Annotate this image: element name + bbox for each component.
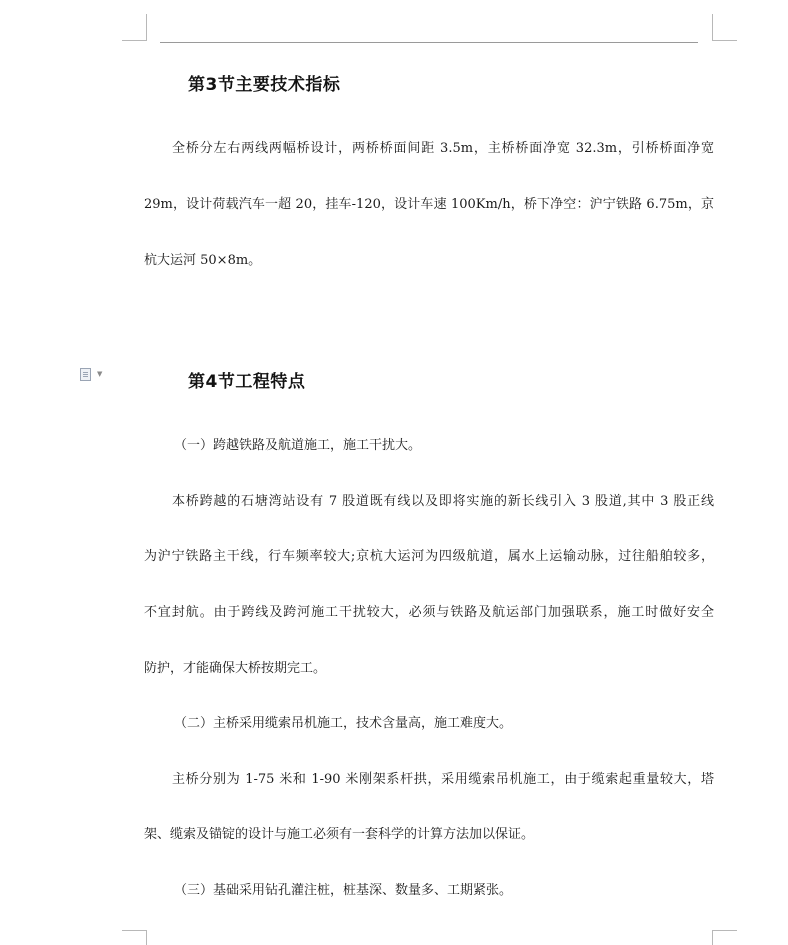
item-2-heading: （二）主桥采用缆索吊机施工，技术含量高，施工难度大。	[174, 716, 513, 731]
item-1-heading: （一）跨越铁路及航道施工，施工干扰大。	[174, 438, 422, 453]
para-2-line-2: 架、缆索及锚锭的设计与施工必须有一套科学的计算方法加以保证。	[144, 827, 535, 842]
crop-mark-top-left	[122, 14, 147, 41]
crop-mark-top-right	[712, 14, 737, 41]
para-2-line-1: 主桥分别为 1-75 米和 1-90 米刚架系杆拱，采用缆索吊机施工，由于缆索起重量较大，塔	[172, 772, 714, 787]
chevron-down-icon[interactable]: ▼	[97, 370, 103, 378]
document-icon[interactable]	[80, 368, 91, 381]
section-3-line-2: 29m，设计荷载汽车一超 20，挂车-120，设计车速 100Km/h，桥下净空：沪宁铁路 6.75m，京	[144, 197, 714, 212]
section-4-title: 第4节工程特点	[188, 372, 306, 392]
para-1-line-1: 本桥跨越的石塘湾站设有 7 股道既有线以及即将实施的新长线引入 3 股道,其中 3 股正线	[172, 494, 714, 509]
crop-mark-bottom-left	[122, 930, 147, 945]
para-1-line-3: 不宜封航。由于跨线及跨河施工干扰较大，必须与铁路及航运部门加强联系，施工时做好安全	[144, 605, 714, 620]
header-rule	[160, 42, 698, 43]
section-3-title: 第3节主要技术指标	[188, 75, 341, 95]
crop-mark-bottom-right	[712, 930, 737, 945]
para-1-line-2: 为沪宁铁路主干线，行车频率较大;京杭大运河为四级航道，属水上运输动脉，过往船舶较多，	[144, 549, 714, 564]
section-3-line-3: 杭大运河 50×8m。	[144, 253, 262, 268]
para-1-line-4: 防护，才能确保大桥按期完工。	[144, 661, 327, 676]
item-3-heading: （三）基础采用钻孔灌注桩，桩基深、数量多、工期紧张。	[174, 883, 513, 898]
section-3-line-1: 全桥分左右两线两幅桥设计，两桥桥面间距 3.5m，主桥桥面净宽 32.3m，引桥桥面净宽	[172, 141, 714, 156]
